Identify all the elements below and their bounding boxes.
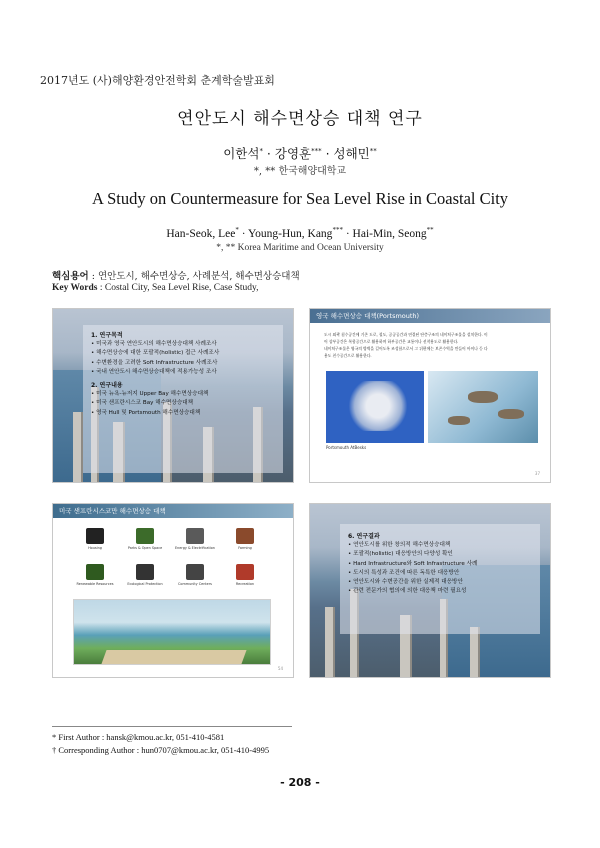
list-item: • 미국 뉴욕-뉴저지 Upper Bay 해수면상승대책	[91, 390, 286, 399]
author-1: 이한석	[223, 146, 260, 161]
author-en-3: Hai-Min, Seong	[352, 227, 427, 240]
slide1-text	[91, 331, 286, 418]
waterfront-rendering	[73, 599, 271, 665]
footnote-rule	[52, 726, 292, 727]
page-number: - 208 -	[280, 776, 320, 789]
author-2-mark: ***	[311, 146, 322, 155]
slide2-title-bar	[310, 309, 550, 323]
list-item: • 미국 샌프란시스코 Bay 해수면상승대책	[91, 399, 286, 408]
conference-header: 2017년도 (사)해양환경안전학회 춘계학술발표회	[40, 74, 275, 87]
footnote-corresponding-author: † Corresponding Author : hun0707@kmou.ac.kr, 051-410-4995	[52, 745, 270, 755]
portsmouth-map	[326, 371, 424, 443]
author-en-1-mark: *	[235, 226, 239, 234]
list-item: • 관련 전문가의 협의에 의한 대응책 마련 필요성	[348, 587, 543, 596]
author-2: 강영훈	[274, 146, 312, 161]
slide-research-results	[309, 503, 551, 678]
keywords-korean-text: : 연안도시, 해수면상승, 사례분석, 해수면상승대책	[91, 271, 300, 282]
affiliation-english: *, ** Korea Maritime and Ocean University	[216, 243, 384, 253]
keywords-english	[52, 283, 259, 293]
authors-english: Han-Seok, Lee* · Young-Hun, Kang*** · Hai-Min, Seong**	[166, 226, 434, 240]
keywords-english-text: : Costal City, Sea Level Rise, Case Study,	[99, 283, 259, 293]
list-item: • 미국과 영국 연안도시의 해수면상승대책 사례조사	[91, 340, 286, 349]
energy-icon: Energy & Electrification	[175, 526, 215, 566]
author-1-mark: *	[259, 146, 263, 155]
author-3: 성해민	[333, 146, 370, 161]
author-sep: ·	[321, 146, 334, 161]
author-en-2: Young-Hun, Kang	[247, 227, 333, 240]
slide3-title-bar	[53, 504, 293, 518]
community-icon: Community Centers	[175, 562, 215, 602]
list-item: • 해수면상승에 대한 포괄적(holistic) 접근 사례조사	[91, 349, 286, 358]
list-item: • 연안도시를 위한 창의적 해수면상승대책	[348, 541, 543, 550]
list-item: • 영국 Hull 및 Portsmouth 해수면상승대책	[91, 409, 286, 418]
slide-research-purpose	[52, 308, 294, 483]
author-3-mark: **	[369, 146, 377, 155]
list-item: • 국내 연안도시 해수면상승대책에 적용가능성 조사	[91, 368, 286, 377]
aerial-rendering	[428, 371, 538, 443]
slide4-heading: 6. 연구결과	[348, 533, 380, 540]
list-item: • 포괄적(holistic) 대응방안의 다양성 확인	[348, 550, 543, 559]
slide1-heading-2: 2. 연구내용	[91, 382, 123, 390]
slide1-heading-1: 1. 연구목적	[91, 332, 123, 339]
keywords-korean	[52, 268, 300, 282]
author-en-1: Han-Seok, Lee	[166, 227, 236, 240]
slide-portsmouth	[309, 308, 551, 483]
map-caption: Portsmouth AtBesks	[326, 445, 367, 450]
recreation-icon: Recreation	[225, 562, 265, 602]
list-item: • 도시의 특성과 조건에 따른 독특한 대응방안	[348, 569, 543, 578]
author-en-2-mark: ***	[332, 226, 343, 234]
ecological-icon: Ecological Protection	[125, 562, 165, 602]
keywords-korean-label: 핵심용어	[52, 271, 89, 282]
slide2-description	[324, 331, 544, 359]
slide-page-number: 37	[534, 471, 540, 476]
desc-line: 도시 외곽 침수공간에 기존 도로, 철도, 공공공간과 연결된 단층구조의 네이쳐구조물을 설치한다. 이	[324, 332, 488, 337]
title-english: A Study on Countermeasure for Sea Level Rise in Coastal City	[91, 189, 509, 208]
footnote-first-author: * First Author : hansk@kmou.ac.kr, 051-410-4581	[52, 732, 225, 742]
desc-line: 용도 친수공간으로 활용한다.	[324, 353, 372, 358]
affiliation-korean: *, ** 한국해양대학교	[253, 166, 347, 177]
farming-icon: Farming	[225, 526, 265, 566]
slide4-text	[348, 532, 543, 596]
park-icon: Parks & Open Space	[125, 526, 165, 566]
desc-line: 네이쳐구조물은 영국의 방벽을 길어도록 조성함으로서 그 뒤편에는 보존수역을 만들어 아이나 등 다	[324, 346, 488, 351]
slide-page-number: 54	[277, 666, 283, 671]
desc-line: 어 상부공간은 복합공간으로 활용하며 하부공간은 교통이나 선착용도로 활용한다.	[324, 339, 459, 344]
slide-san-francisco	[52, 503, 294, 678]
author-en-3-mark: **	[426, 226, 434, 234]
list-item: • 수변환경을 고려한 Soft Infrastructure 사례조사	[91, 359, 286, 368]
slide3-title: 미국 샌프란시스코만 해수면상승 대책	[59, 507, 166, 515]
renewable-icon: Renewable Resources	[75, 562, 115, 602]
keywords-english-label: Key Words	[52, 283, 98, 293]
list-item: • Hard Infrastructure와 Soft Infrastructure 사례	[348, 560, 543, 569]
list-item: • 연안도시와 수변공간을 위한 실제적 대응방안	[348, 578, 543, 587]
housing-icon: Housing	[75, 526, 115, 566]
author-sep: ·	[262, 146, 275, 161]
slide2-title: 영국 해수면상승 대책(Portsmouth)	[316, 312, 420, 320]
title-korean: 연안도시 해수면상승 대책 연구	[177, 109, 423, 129]
authors-korean	[0, 144, 600, 162]
